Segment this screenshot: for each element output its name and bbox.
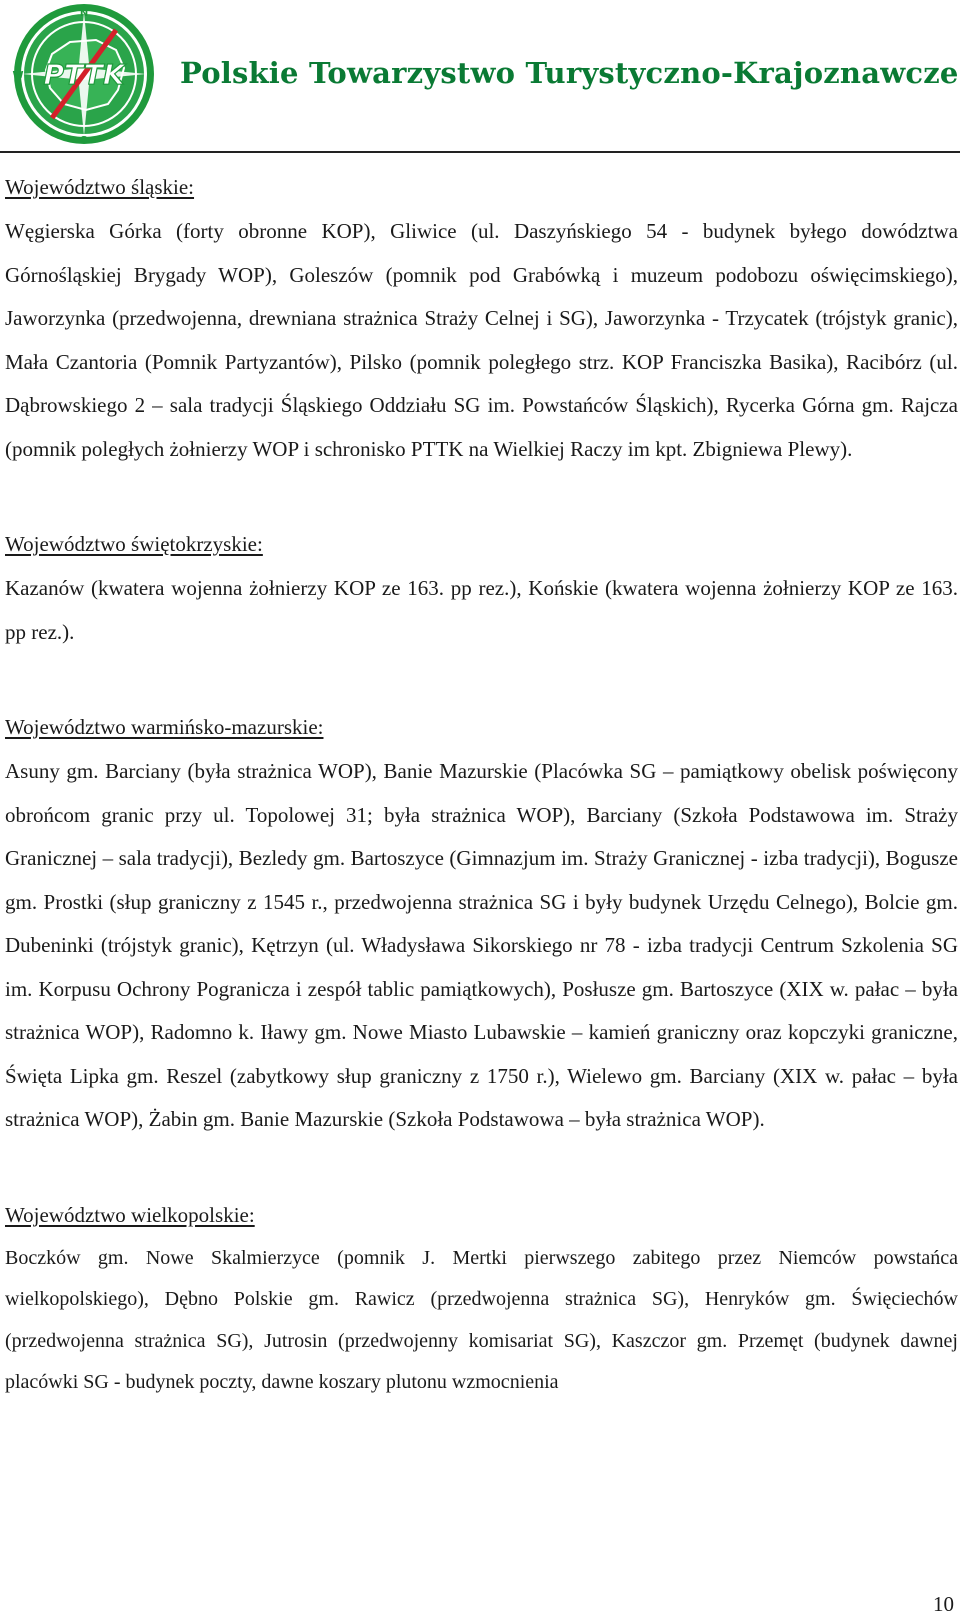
header-divider: [0, 151, 960, 153]
section-body: Kazanów (kwatera wojenna żołnierzy KOP ze 163. pp rez.), Końskie (kwatera wojenna żołnierzy KOP ze 163. pp rez.).: [5, 576, 958, 644]
section-warminsko-mazurskie: [5, 712, 958, 1142]
svg-text:N: N: [79, 8, 89, 19]
section-wielkopolskie: [5, 1200, 958, 1404]
section-heading: Województwo śląskie:: [5, 175, 195, 199]
svg-text:E: E: [146, 70, 154, 81]
section-heading: Województwo wielkopolskie:: [5, 1202, 255, 1227]
page-header: [0, 0, 960, 150]
section-swietokrzyskie: [5, 529, 958, 654]
section-slaskie: [5, 172, 958, 471]
section-body: Boczków gm. Nowe Skalmierzyce (pomnik J. Mertki pierwszego zabitego przez Niemców powstańca wielkopolskiego), Dębno Polskie gm. Rawicz (przedwojenna strażnica SG), Henryków gm. Święciechów (przedwojenna strażnica SG), Jutrosin (przedwojenny komisariat SG), Kaszczor gm. Przemęt (budynek dawnej placówki SG - budynek poczty, dawne koszary plutonu wzmocnienia: [5, 1246, 958, 1393]
section-body: Asuny gm. Barciany (była strażnica WOP), Banie Mazurskie (Placówka SG – pamiątkowy obelisk poświęcony obrońcom granic przy ul. Topolowej 31; była strażnica WOP), Barciany (Szkoła Podstawowa im. Straży Granicznej – sala tradycji), Bezledy gm. Bartoszyce (Gimnazjum im. Straży Granicznej - izba tradycji), Bogusze gm. Prostki (słup graniczny z 1545 r., przedwojenna strażnica SG i były budynek Urzędu Celnego), Bolcie gm. Dubeninki (trójstyk granic), Kętrzyn (ul. Władysława Sikorskiego nr 78 - izba tradycji Centrum Szkolenia SG im. Korpusu Ochrony Pogranicza i zespół tablic pamiątkowych), Posłusze gm. Bartoszyce (XIX w. pałac – była strażnica WOP), Radomno k. Iławy gm. Nowe Miasto Lubawskie – kamień graniczny oraz kopczyki graniczne, Święta Lipka gm. Reszel (zabytkowy słup graniczny z 1750 r.), Wielewo gm. Barciany (XIX w. pałac – była strażnica WOP), Żabin gm. Banie Mazurskie (Szkoła Podstawowa – była strażnica WOP).: [5, 759, 958, 1131]
svg-text:S: S: [80, 135, 88, 146]
pttk-logo: [12, 2, 156, 146]
pttk-logo-icon: [12, 2, 156, 146]
svg-text:W: W: [12, 70, 24, 81]
organization-name: Polskie Towarzystwo Turystyczno-Krajoznawcze: [180, 56, 959, 90]
document-content: [5, 172, 958, 1404]
section-body: Węgierska Górka (forty obronne KOP), Gliwice (ul. Daszyńskiego 54 - budynek byłego dowództwa Górnośląskiej Brygady WOP), Goleszów (pomnik pod Grabówką i muzeum podobozu oświęcimskiego), Jaworzynka (przedwojenna, drewniana strażnica Straży Celnej i SG), Jaworzynka - Trzycatek (trójstyk granic), Mała Czantoria (Pomnik Partyzantów), Pilsko (pomnik poległego strz. KOP Franciszka Basika), Racibórz (ul. Dąbrowskiego 2 – sala tradycji Śląskiego Oddziału SG im. Powstańców Śląskich), Rycerka Górna gm. Rajcza (pomnik poległych żołnierzy WOP i schronisko PTTK na Wielkiej Raczy im kpt. Zbigniewa Plewy).: [5, 219, 958, 461]
section-heading: Województwo świętokrzyskie:: [5, 532, 263, 556]
page-number: 10: [933, 1592, 954, 1616]
section-heading: Województwo warmińsko-mazurskie:: [5, 715, 324, 739]
svg-text:PTTK: PTTK: [43, 58, 125, 91]
